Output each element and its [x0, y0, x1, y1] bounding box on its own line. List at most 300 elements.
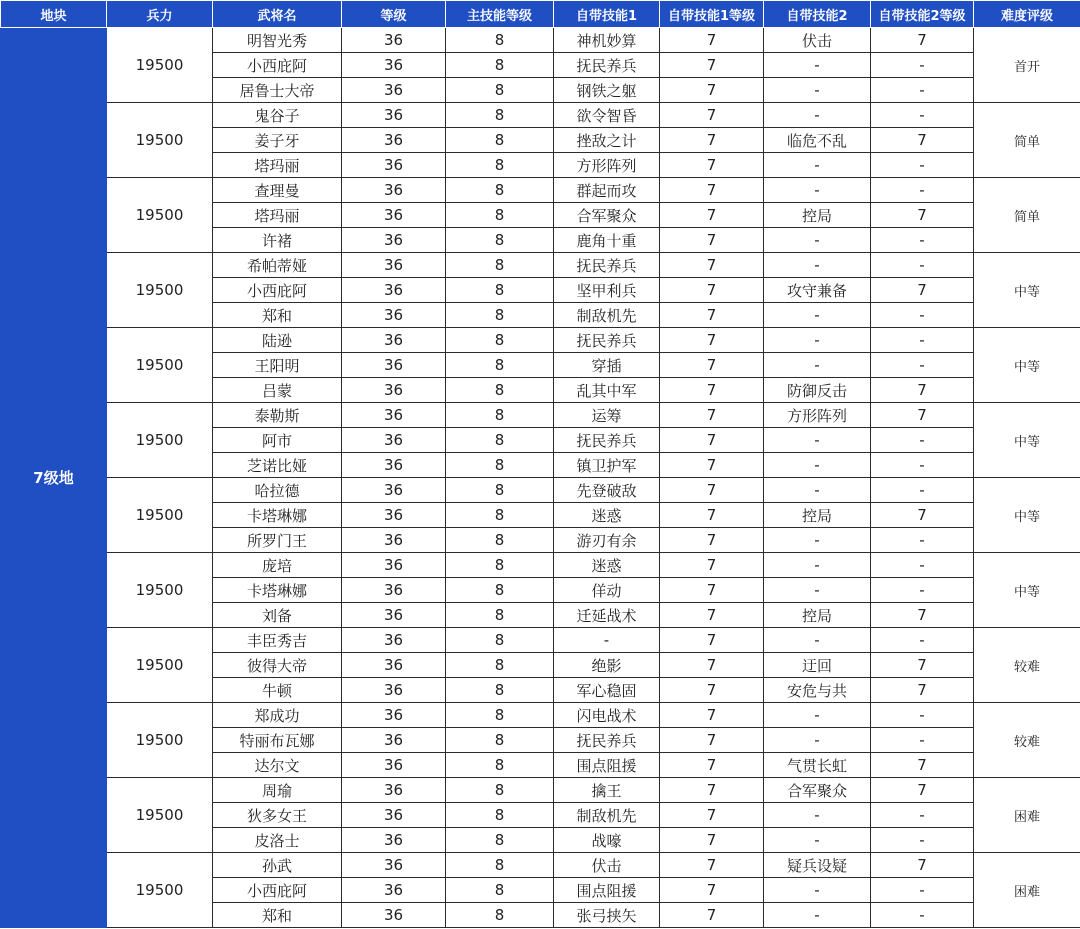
- skill2-level-cell: 7: [871, 203, 974, 228]
- level-cell: 36: [342, 628, 446, 653]
- troops-cell: 19500: [107, 853, 213, 928]
- level-cell: 36: [342, 703, 446, 728]
- skill2-level-cell: -: [871, 53, 974, 78]
- skill2-cell: -: [764, 228, 871, 253]
- general-cell: 卡塔琳娜: [213, 578, 342, 603]
- table-row: [1, 853, 1080, 878]
- skill1-level-cell: 7: [660, 828, 764, 853]
- skill2-level-cell: -: [871, 103, 974, 128]
- level-cell: 36: [342, 753, 446, 778]
- skill1-cell: 张弓挟矢: [554, 903, 660, 928]
- general-cell: 所罗门王: [213, 528, 342, 553]
- level-cell: 36: [342, 903, 446, 928]
- skill2-level-cell: -: [871, 478, 974, 503]
- region-cell: 7级地: [1, 28, 107, 928]
- skill2-cell: -: [764, 428, 871, 453]
- skill2-level-cell: -: [871, 803, 974, 828]
- main-skill-level-cell: 8: [446, 478, 554, 503]
- difficulty-cell: 中等: [974, 403, 1080, 478]
- skill2-cell: 气贯长虹: [764, 753, 871, 778]
- main-skill-level-cell: 8: [446, 28, 554, 53]
- skill2-level-cell: -: [871, 553, 974, 578]
- general-cell: 明智光秀: [213, 28, 342, 53]
- general-cell: 狄多女王: [213, 803, 342, 828]
- header-main-skill-level: 主技能等级: [446, 1, 554, 28]
- skill1-cell: 抚民养兵: [554, 328, 660, 353]
- level-cell: 36: [342, 328, 446, 353]
- skill1-cell: 迷惑: [554, 553, 660, 578]
- general-cell: 郑和: [213, 903, 342, 928]
- skill1-level-cell: 7: [660, 628, 764, 653]
- skill2-level-cell: 7: [871, 128, 974, 153]
- general-cell: 希帕蒂娅: [213, 253, 342, 278]
- general-cell: 哈拉德: [213, 478, 342, 503]
- skill2-level-cell: -: [871, 228, 974, 253]
- general-cell: 阿市: [213, 428, 342, 453]
- skill1-cell: 镇卫护军: [554, 453, 660, 478]
- header-row: [1, 1, 1080, 28]
- skill2-cell: 迂回: [764, 653, 871, 678]
- skill1-cell: 佯动: [554, 578, 660, 603]
- general-cell: 皮洛士: [213, 828, 342, 853]
- skill1-cell: 方形阵列: [554, 153, 660, 178]
- skill1-cell: 先登破敌: [554, 478, 660, 503]
- skill2-level-cell: 7: [871, 653, 974, 678]
- skill2-level-cell: -: [871, 78, 974, 103]
- skill2-level-cell: -: [871, 578, 974, 603]
- skill1-level-cell: 7: [660, 603, 764, 628]
- skill2-cell: -: [764, 303, 871, 328]
- table-row: [1, 628, 1080, 653]
- skill2-level-cell: 7: [871, 678, 974, 703]
- skill2-cell: -: [764, 878, 871, 903]
- main-skill-level-cell: 8: [446, 553, 554, 578]
- skill1-cell: 鹿角十重: [554, 228, 660, 253]
- main-skill-level-cell: 8: [446, 178, 554, 203]
- skill2-cell: -: [764, 703, 871, 728]
- skill1-level-cell: 7: [660, 678, 764, 703]
- table-row: [1, 778, 1080, 803]
- main-skill-level-cell: 8: [446, 803, 554, 828]
- skill2-level-cell: -: [871, 878, 974, 903]
- general-cell: 吕蒙: [213, 378, 342, 403]
- difficulty-cell: 中等: [974, 478, 1080, 553]
- difficulty-cell: 困难: [974, 778, 1080, 853]
- skill2-cell: -: [764, 78, 871, 103]
- difficulty-cell: 中等: [974, 253, 1080, 328]
- skill1-level-cell: 7: [660, 328, 764, 353]
- general-cell: 泰勒斯: [213, 403, 342, 428]
- skill1-level-cell: 7: [660, 128, 764, 153]
- skill1-cell: 穿插: [554, 353, 660, 378]
- difficulty-cell: 中等: [974, 553, 1080, 628]
- main-skill-level-cell: 8: [446, 228, 554, 253]
- level-cell: 36: [342, 828, 446, 853]
- difficulty-cell: 较难: [974, 703, 1080, 778]
- skill1-level-cell: 7: [660, 178, 764, 203]
- skill2-level-cell: -: [871, 728, 974, 753]
- general-cell: 达尔文: [213, 753, 342, 778]
- level-cell: 36: [342, 728, 446, 753]
- general-cell: 王阳明: [213, 353, 342, 378]
- skill2-cell: -: [764, 528, 871, 553]
- general-cell: 彼得大帝: [213, 653, 342, 678]
- skill1-level-cell: 7: [660, 578, 764, 603]
- header-troops: 兵力: [107, 1, 213, 28]
- level-cell: 36: [342, 203, 446, 228]
- skill1-level-cell: 7: [660, 403, 764, 428]
- main-skill-level-cell: 8: [446, 703, 554, 728]
- main-skill-level-cell: 8: [446, 353, 554, 378]
- skill1-level-cell: 7: [660, 53, 764, 78]
- skill1-cell: 运筹: [554, 403, 660, 428]
- level-cell: 36: [342, 553, 446, 578]
- troops-cell: 19500: [107, 328, 213, 403]
- skill2-cell: -: [764, 178, 871, 203]
- main-skill-level-cell: 8: [446, 428, 554, 453]
- main-skill-level-cell: 8: [446, 403, 554, 428]
- skill1-cell: 合军聚众: [554, 203, 660, 228]
- skill1-level-cell: 7: [660, 278, 764, 303]
- troops-cell: 19500: [107, 403, 213, 478]
- skill2-level-cell: 7: [871, 503, 974, 528]
- skill2-cell: -: [764, 103, 871, 128]
- skill2-level-cell: 7: [871, 778, 974, 803]
- level-cell: 36: [342, 503, 446, 528]
- difficulty-cell: 困难: [974, 853, 1080, 928]
- skill1-cell: 制敌机先: [554, 303, 660, 328]
- general-cell: 郑成功: [213, 703, 342, 728]
- skill1-level-cell: 7: [660, 103, 764, 128]
- table-row: [1, 178, 1080, 203]
- skill1-cell: 乱其中军: [554, 378, 660, 403]
- main-skill-level-cell: 8: [446, 128, 554, 153]
- skill1-cell: 神机妙算: [554, 28, 660, 53]
- skill2-cell: -: [764, 728, 871, 753]
- troops-cell: 19500: [107, 478, 213, 553]
- skill1-cell: 坚甲利兵: [554, 278, 660, 303]
- skill1-level-cell: 7: [660, 428, 764, 453]
- skill1-level-cell: 7: [660, 453, 764, 478]
- skill1-cell: 战嚎: [554, 828, 660, 853]
- main-skill-level-cell: 8: [446, 253, 554, 278]
- skill1-cell: 抚民养兵: [554, 253, 660, 278]
- level-cell: 36: [342, 253, 446, 278]
- level-cell: 36: [342, 403, 446, 428]
- skill2-level-cell: 7: [871, 603, 974, 628]
- header-skill1: 自带技能1: [554, 1, 660, 28]
- skill1-level-cell: 7: [660, 203, 764, 228]
- main-skill-level-cell: 8: [446, 78, 554, 103]
- skill2-cell: -: [764, 453, 871, 478]
- level-cell: 36: [342, 353, 446, 378]
- skill2-level-cell: -: [871, 303, 974, 328]
- level-cell: 36: [342, 153, 446, 178]
- skill1-level-cell: 7: [660, 553, 764, 578]
- skill2-cell: 方形阵列: [764, 403, 871, 428]
- main-skill-level-cell: 8: [446, 53, 554, 78]
- header-skill2-level: 自带技能2等级: [871, 1, 974, 28]
- header-region: 地块: [1, 1, 107, 28]
- skill1-level-cell: 7: [660, 703, 764, 728]
- level-cell: 36: [342, 78, 446, 103]
- skill2-cell: 防御反击: [764, 378, 871, 403]
- level-cell: 36: [342, 603, 446, 628]
- skill2-level-cell: 7: [871, 753, 974, 778]
- troops-cell: 19500: [107, 553, 213, 628]
- skill1-level-cell: 7: [660, 878, 764, 903]
- skill1-cell: 围点阻援: [554, 878, 660, 903]
- skill1-level-cell: 7: [660, 378, 764, 403]
- main-skill-level-cell: 8: [446, 753, 554, 778]
- skill1-cell: 钢铁之躯: [554, 78, 660, 103]
- skill1-level-cell: 7: [660, 253, 764, 278]
- skill1-level-cell: 7: [660, 528, 764, 553]
- general-cell: 特丽布瓦娜: [213, 728, 342, 753]
- skill2-level-cell: -: [871, 828, 974, 853]
- skill2-cell: -: [764, 803, 871, 828]
- main-skill-level-cell: 8: [446, 528, 554, 553]
- general-cell: 芝诺比娅: [213, 453, 342, 478]
- skill1-cell: 迷惑: [554, 503, 660, 528]
- skill1-level-cell: 7: [660, 853, 764, 878]
- skill1-cell: 抚民养兵: [554, 728, 660, 753]
- skill2-cell: -: [764, 328, 871, 353]
- skill2-cell: -: [764, 828, 871, 853]
- skill2-level-cell: -: [871, 328, 974, 353]
- skill1-cell: 挫敌之计: [554, 128, 660, 153]
- skill2-level-cell: -: [871, 153, 974, 178]
- skill1-level-cell: 7: [660, 753, 764, 778]
- general-cell: 姜子牙: [213, 128, 342, 153]
- main-skill-level-cell: 8: [446, 578, 554, 603]
- skill1-level-cell: 7: [660, 778, 764, 803]
- skill2-level-cell: 7: [871, 403, 974, 428]
- table-body: [1, 28, 1080, 928]
- table-row: [1, 403, 1080, 428]
- troops-cell: 19500: [107, 103, 213, 178]
- skill1-cell: 围点阻援: [554, 753, 660, 778]
- skill2-cell: -: [764, 903, 871, 928]
- main-skill-level-cell: 8: [446, 278, 554, 303]
- troops-cell: 19500: [107, 28, 213, 103]
- general-cell: 塔玛丽: [213, 153, 342, 178]
- skill1-cell: 迁延战术: [554, 603, 660, 628]
- skill2-level-cell: -: [871, 628, 974, 653]
- skill2-cell: 临危不乱: [764, 128, 871, 153]
- skill2-level-cell: -: [871, 703, 974, 728]
- level-cell: 36: [342, 453, 446, 478]
- skill2-level-cell: -: [871, 428, 974, 453]
- skill1-level-cell: 7: [660, 228, 764, 253]
- table-row: [1, 553, 1080, 578]
- difficulty-cell: 较难: [974, 628, 1080, 703]
- skill1-level-cell: 7: [660, 653, 764, 678]
- skill2-cell: 安危与共: [764, 678, 871, 703]
- skill2-level-cell: 7: [871, 28, 974, 53]
- skill2-level-cell: 7: [871, 378, 974, 403]
- table-row: [1, 478, 1080, 503]
- level-cell: 36: [342, 103, 446, 128]
- main-skill-level-cell: 8: [446, 378, 554, 403]
- main-skill-level-cell: 8: [446, 728, 554, 753]
- skill1-level-cell: 7: [660, 803, 764, 828]
- level-cell: 36: [342, 228, 446, 253]
- difficulty-cell: 中等: [974, 328, 1080, 403]
- level-cell: 36: [342, 678, 446, 703]
- difficulty-cell: 首开: [974, 28, 1080, 103]
- table-row: [1, 103, 1080, 128]
- general-cell: 郑和: [213, 303, 342, 328]
- difficulty-cell: 简单: [974, 103, 1080, 178]
- main-skill-level-cell: 8: [446, 653, 554, 678]
- level-cell: 36: [342, 803, 446, 828]
- header-general: 武将名: [213, 1, 342, 28]
- skill1-level-cell: 7: [660, 78, 764, 103]
- general-cell: 小西庇阿: [213, 53, 342, 78]
- level-cell: 36: [342, 53, 446, 78]
- general-cell: 庞培: [213, 553, 342, 578]
- difficulty-cell: 简单: [974, 178, 1080, 253]
- level-cell: 36: [342, 528, 446, 553]
- main-skill-level-cell: 8: [446, 453, 554, 478]
- header-skill2: 自带技能2: [764, 1, 871, 28]
- general-cell: 卡塔琳娜: [213, 503, 342, 528]
- general-cell: 查理曼: [213, 178, 342, 203]
- skill2-level-cell: -: [871, 453, 974, 478]
- level-cell: 36: [342, 378, 446, 403]
- skill2-cell: 疑兵设疑: [764, 853, 871, 878]
- skill1-cell: 闪电战术: [554, 703, 660, 728]
- main-skill-level-cell: 8: [446, 503, 554, 528]
- main-skill-level-cell: 8: [446, 778, 554, 803]
- skill1-level-cell: 7: [660, 503, 764, 528]
- skill2-cell: -: [764, 628, 871, 653]
- general-cell: 牛顿: [213, 678, 342, 703]
- skill2-cell: 控局: [764, 503, 871, 528]
- general-cell: 鬼谷子: [213, 103, 342, 128]
- main-skill-level-cell: 8: [446, 878, 554, 903]
- skill1-cell: 军心稳固: [554, 678, 660, 703]
- skill1-cell: 游刃有余: [554, 528, 660, 553]
- header-level: 等级: [342, 1, 446, 28]
- skill2-cell: -: [764, 353, 871, 378]
- skill1-cell: 抚民养兵: [554, 53, 660, 78]
- header-difficulty: 难度评级: [974, 1, 1080, 28]
- troops-cell: 19500: [107, 253, 213, 328]
- skill2-level-cell: -: [871, 353, 974, 378]
- troops-cell: 19500: [107, 178, 213, 253]
- level-cell: 36: [342, 778, 446, 803]
- skill1-level-cell: 7: [660, 303, 764, 328]
- skill1-cell: 伏击: [554, 853, 660, 878]
- main-skill-level-cell: 8: [446, 153, 554, 178]
- main-skill-level-cell: 8: [446, 303, 554, 328]
- skill1-level-cell: 7: [660, 28, 764, 53]
- skill2-level-cell: -: [871, 253, 974, 278]
- general-cell: 小西庇阿: [213, 878, 342, 903]
- skill1-level-cell: 7: [660, 903, 764, 928]
- skill1-cell: 抚民养兵: [554, 428, 660, 453]
- level-cell: 36: [342, 853, 446, 878]
- skill1-level-cell: 7: [660, 478, 764, 503]
- skill1-level-cell: 7: [660, 353, 764, 378]
- main-skill-level-cell: 8: [446, 903, 554, 928]
- table-row: [1, 328, 1080, 353]
- general-cell: 刘备: [213, 603, 342, 628]
- skill2-level-cell: -: [871, 903, 974, 928]
- skill2-cell: -: [764, 253, 871, 278]
- main-skill-level-cell: 8: [446, 328, 554, 353]
- skill1-cell: 欲令智昏: [554, 103, 660, 128]
- skill1-cell: 群起而攻: [554, 178, 660, 203]
- level-cell: 36: [342, 653, 446, 678]
- general-cell: 许褚: [213, 228, 342, 253]
- general-cell: 塔玛丽: [213, 203, 342, 228]
- level-cell: 36: [342, 28, 446, 53]
- skill2-cell: -: [764, 553, 871, 578]
- level-cell: 36: [342, 178, 446, 203]
- skill1-level-cell: 7: [660, 728, 764, 753]
- general-cell: 陆逊: [213, 328, 342, 353]
- level-cell: 36: [342, 578, 446, 603]
- skill1-cell: 制敌机先: [554, 803, 660, 828]
- level-cell: 36: [342, 278, 446, 303]
- main-skill-level-cell: 8: [446, 603, 554, 628]
- skill2-level-cell: -: [871, 528, 974, 553]
- general-cell: 周瑜: [213, 778, 342, 803]
- level-cell: 36: [342, 428, 446, 453]
- skill2-cell: 控局: [764, 203, 871, 228]
- skill2-level-cell: 7: [871, 278, 974, 303]
- main-skill-level-cell: 8: [446, 103, 554, 128]
- main-skill-level-cell: 8: [446, 678, 554, 703]
- table-row: [1, 703, 1080, 728]
- main-skill-level-cell: 8: [446, 853, 554, 878]
- level-cell: 36: [342, 128, 446, 153]
- skill2-level-cell: -: [871, 178, 974, 203]
- skill2-cell: -: [764, 53, 871, 78]
- skill2-cell: -: [764, 578, 871, 603]
- skill2-cell: 控局: [764, 603, 871, 628]
- skill1-cell: 绝影: [554, 653, 660, 678]
- troops-cell: 19500: [107, 703, 213, 778]
- troops-cell: 19500: [107, 628, 213, 703]
- skill2-level-cell: 7: [871, 853, 974, 878]
- level-cell: 36: [342, 303, 446, 328]
- header-skill1-level: 自带技能1等级: [660, 1, 764, 28]
- skill1-cell: 擒王: [554, 778, 660, 803]
- skill2-cell: -: [764, 478, 871, 503]
- general-cell: 孙武: [213, 853, 342, 878]
- general-cell: 居鲁士大帝: [213, 78, 342, 103]
- level-cell: 36: [342, 478, 446, 503]
- main-skill-level-cell: 8: [446, 203, 554, 228]
- skill2-cell: 攻守兼备: [764, 278, 871, 303]
- troops-cell: 19500: [107, 778, 213, 853]
- table-row: [1, 28, 1080, 53]
- skill1-level-cell: 7: [660, 153, 764, 178]
- table-row: [1, 253, 1080, 278]
- general-cell: 丰臣秀吉: [213, 628, 342, 653]
- skill1-cell: -: [554, 628, 660, 653]
- skill2-cell: 合军聚众: [764, 778, 871, 803]
- skill2-cell: -: [764, 153, 871, 178]
- main-skill-level-cell: 8: [446, 628, 554, 653]
- level-cell: 36: [342, 878, 446, 903]
- general-cell: 小西庇阿: [213, 278, 342, 303]
- main-skill-level-cell: 8: [446, 828, 554, 853]
